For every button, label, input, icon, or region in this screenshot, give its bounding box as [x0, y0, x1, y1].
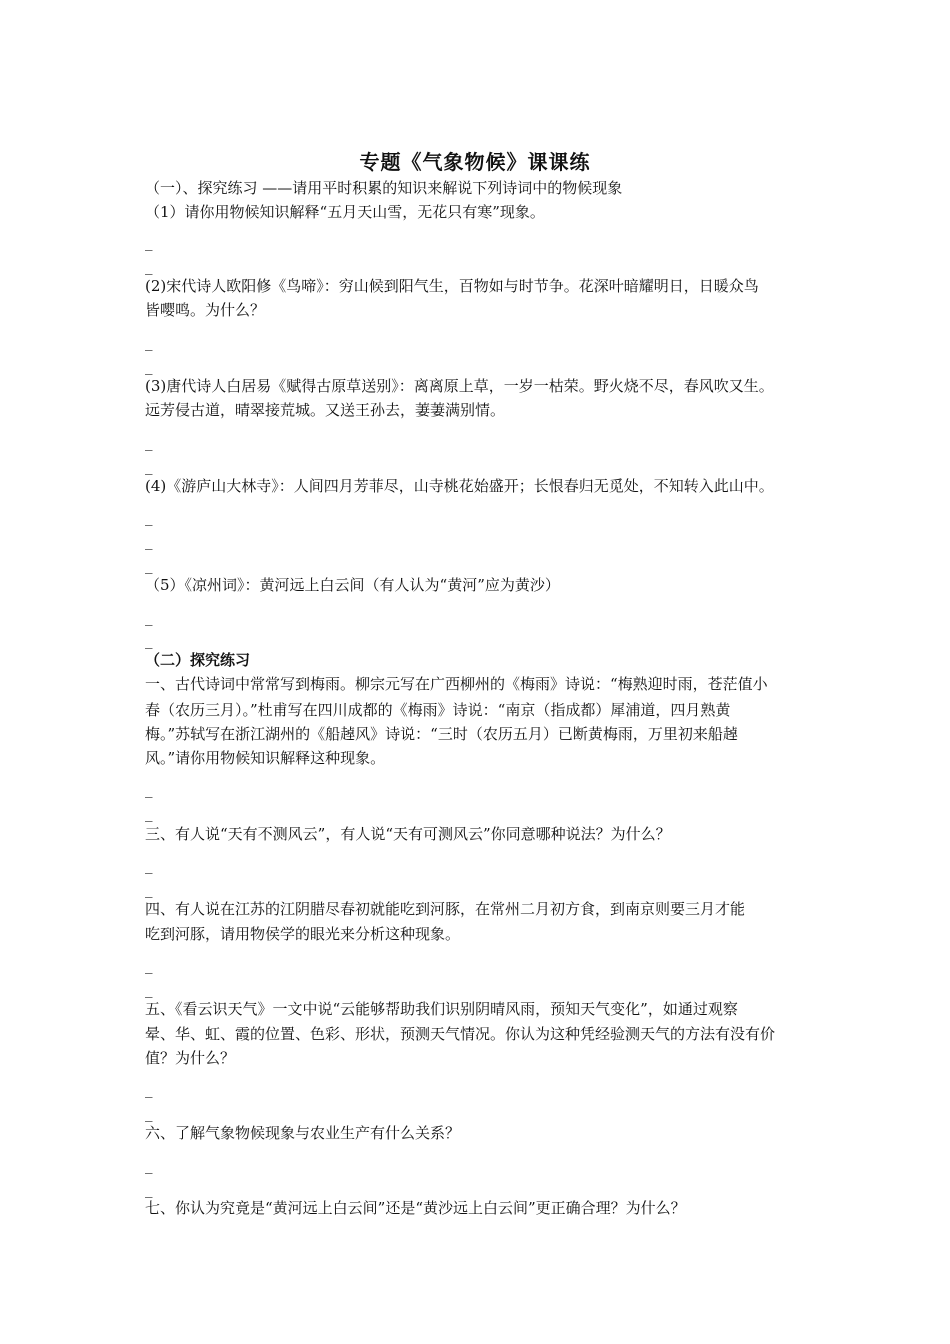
section2-heading: （二）探究练习 [145, 651, 251, 669]
part-5-line-1: 五、《看云识天气》一文中说“云能够帮助我们识别阴晴风雨，预知天气变化”，如通过观察 [145, 1000, 738, 1018]
part-6: 六、了解气象物候现象与农业生产有什么关系？ [145, 1124, 461, 1142]
part-7: 七、你认为究竟是“黄河远上白云间”还是“黄沙远上白云间”更正确合理？为什么？ [145, 1199, 686, 1217]
question-2-line-2: 皆嘤鸣。为什么？ [145, 301, 266, 319]
answer-blank: _ [145, 233, 153, 251]
part-3: 三、有人说“天有不测风云”，有人说“天有可测风云”你同意哪种说法？为什么？ [145, 825, 671, 843]
answer-blank: _ [145, 956, 153, 974]
answer-blank: _ [145, 333, 153, 351]
answer-blank: _ [145, 880, 153, 898]
answer-blank: _ [145, 1080, 153, 1098]
question-3-line-2: 远芳侵古道，晴翠接荒城。又送王孙去，萋萋满别情。 [145, 401, 506, 419]
question-2-line-1: (2)宋代诗人欧阳修《鸟啼》：穷山候到阳气生，百物如与时节争。花深叶暗耀明日，日暖众鸟 [145, 277, 759, 295]
answer-blank: _ [145, 532, 153, 550]
answer-blank: _ [145, 780, 153, 798]
page-title: 专题《气象物候》课课练 [359, 150, 591, 174]
part-1-line-2: 春（农历三月）。”杜甫写在四川成都的《梅雨》诗说：“南京（指成都）犀浦道，四月熟黄 [145, 701, 731, 719]
part-4-line-2: 吃到河豚，请用物侯学的眼光来分析这种现象。 [145, 925, 461, 943]
answer-blank: _ [145, 1180, 153, 1198]
answer-blank: _ [145, 804, 153, 822]
part-5-line-2: 晕、华、虹、霞的位置、色彩、形状，预测天气情况。你认为这种凭经验测天气的方法有没有价 [145, 1025, 776, 1043]
answer-blank: _ [145, 433, 153, 451]
answer-blank: _ [145, 457, 153, 475]
question-3-line-1: (3)唐代诗人白居易《赋得古原草送别》：离离原上草，一岁一枯荣。野火烧不尽，春风吹又生。 [145, 377, 774, 395]
question-4: (4)《游庐山大林寺》：人间四月芳菲尽，山寺桃花始盛开；长恨春归无觅处，不知转入此山中。 [145, 477, 774, 495]
question-1: （1）请你用物候知识解释“五月天山雪，无花只有寒”现象。 [145, 203, 545, 221]
part-1-line-4: 风。”请你用物候知识解释这种现象。 [145, 749, 386, 767]
question-5: （5）《凉州词》：黄河远上白云间（有人认为“黄河”应为黄沙） [145, 576, 560, 594]
answer-blank: _ [145, 980, 153, 998]
section1-heading: （一）、探究练习 ——请用平时积累的知识来解说下列诗词中的物候现象 [145, 179, 623, 197]
answer-blank: _ [145, 1156, 153, 1174]
part-4-line-1: 四、有人说在江苏的江阴腊尽春初就能吃到河豚，在常州二月初方食，到南京则要三月才能 [145, 900, 746, 918]
answer-blank: _ [145, 856, 153, 874]
answer-blank: _ [145, 357, 153, 375]
answer-blank: _ [145, 1104, 153, 1122]
answer-blank: _ [145, 631, 153, 649]
answer-blank: _ [145, 508, 153, 526]
part-1-line-3: 梅。”苏轼写在浙江湖州的《船趠风》诗说：“三时（农历五月）已断黄梅雨，万里初来船趠 [145, 725, 738, 743]
part-1-line-1: 一、古代诗词中常常写到梅雨。柳宗元写在广西柳州的《梅雨》诗说：“梅熟迎时雨，苍茫值小 [145, 675, 768, 693]
answer-blank: _ [145, 556, 153, 574]
answer-blank: _ [145, 257, 153, 275]
answer-blank: _ [145, 608, 153, 626]
part-5-line-3: 值？为什么？ [145, 1049, 236, 1067]
